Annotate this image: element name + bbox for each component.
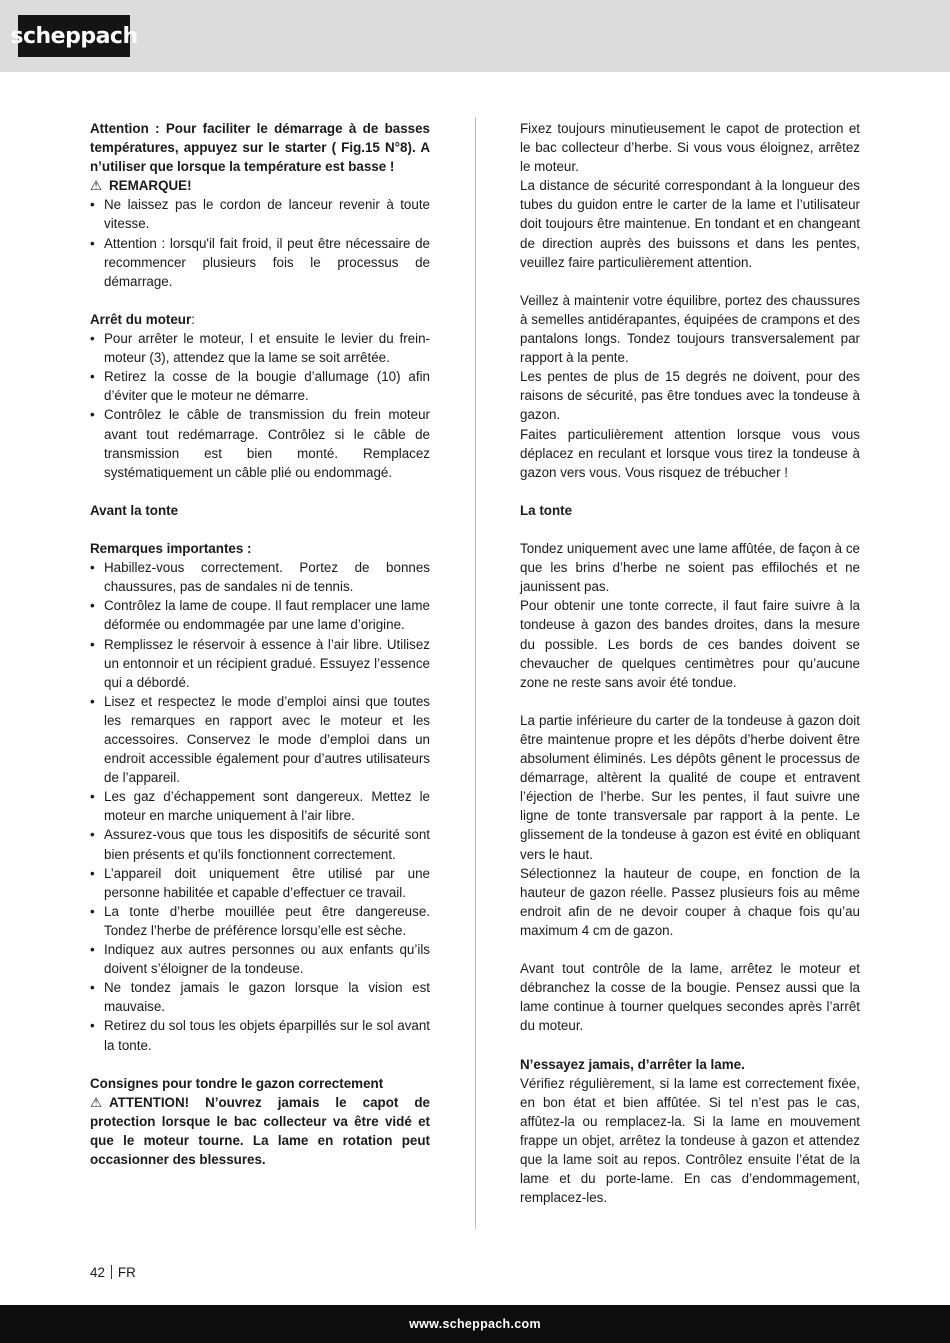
paragraph: Sélectionnez la hauteur de coupe, en fonction de la hauteur de gazon réelle. Passez plusieurs fois au même endroit afin de ne devoir couper à chaque fois qu’au maximum 4 cm de gazon. [520,865,860,938]
tonte-heading: La tonte [520,502,573,518]
paragraph: Fixez toujours minutieusement le capot de protection et le bac collecteur d’herbe. Si vous vous éloignez, arrêtez le moteur. [520,121,860,175]
list-item: • Habillez-vous correctement. Portez de bonnes chaussures, pas de sandales ni de tennis. [90,558,430,596]
header-band [0,0,950,72]
arret-heading: Arrêt du moteur: [90,311,195,327]
list-item: • Indiquez aux autres personnes ou aux enfants qu’ils doivent s’éloigner de la tondeuse. [90,940,430,978]
list-item: • Ne tondez jamais le gazon lorsque la vision est mauvaise. [90,978,430,1016]
consignes-heading: Consignes pour tondre le gazon correctement [90,1075,384,1091]
avant-heading: Avant la tonte [90,502,179,518]
list-item: • Ne laissez pas le cordon de lanceur revenir à toute vitesse. [90,195,430,233]
paragraph: Vérifiez régulièrement, si la lame est correctement fixée, en bon état et bien affûtée. Si tel n’est pas le cas, affûtez-la ou remplacez-la. Si la lame en mouvement frappe un objet, arrêtez la tondeuse à gazon et attendez que la lame soit au repos. Contrôlez ensuite l’état de la lame et du porte-lame. En cas d’endommagement, remplacez-les. [520,1075,860,1206]
warning-icon: ⚠ [90,1094,103,1110]
paragraph: Faites particulièrement attention lorsque vous vous déplacez en reculant et lorsque vous tirez la tondeuse à gazon vers vous. Vous risquez de trébucher ! [520,426,860,480]
list-item: • Retirez la cosse de la bougie d’allumage (10) afin d’éviter que le moteur ne démarre. [90,367,430,405]
starter-note: Attention : Pour faciliter le démarrage à de basses températures, appuyez sur le starter ( Fig.15 N°8). A n’utiliser que lorsque la température est basse ! [90,121,430,175]
paragraph: La distance de sécurité correspondant à la longueur des tubes du guidon entre le carter de la lame et l’utilisateur doit toujours être maintenue. En tondant et en changeant de direction auprès des buissons et dans les pentes, veuillez faire particulièrement attention. [520,178,860,270]
paragraph: Tondez uniquement avec une lame affûtée, de façon à ce que les brins d’herbe ne soient pas effilochés et ne jaunissent pas. [520,541,860,595]
list-item: • Lisez et respectez le mode d’emploi ainsi que toutes les remarques en rapport avec le moteur et les accessoires. Conservez le mode d’emploi dans un endroit accessible également pour d’autres utilisateurs de l’appareil. [90,692,430,787]
remarques-list [90,558,430,1054]
warning-icon: ⚠ [90,178,103,194]
jamais-heading: N’essayez jamais, d’arrêter la lame. [520,1056,745,1072]
remarque-list [90,195,430,290]
list-item: • Retirez du sol tous les objets éparpillés sur le sol avant la tonte. [90,1016,430,1054]
paragraph: La partie inférieure du carter de la tondeuse à gazon doit être maintenue propre et les dépôts d’herbe doivent être absolument éliminés. Les dépôts gênent le processus de démarrage, altèrent la qualité de coupe et entravent l’éjection de l’herbe. Sur les pentes, il faut suivre une ligne de tonte transversale par rapport à la pente. Le glissement de la tondeuse à gazon est évité en obliquant vers le haut. [520,712,860,862]
footer-band [0,1305,950,1343]
right-column [520,119,860,1207]
remarque-heading: ⚠ REMARQUE! [90,176,430,195]
list-item: • Remplissez le réservoir à essence à l’air libre. Utilisez un entonnoir et un récipient gradué. Essuyez l’essence qui a débordé. [90,635,430,692]
list-item: • Les gaz d’échappement sont dangereux. Mettez le moteur en marche uniquement à l’air libre. [90,787,430,825]
list-item: • La tonte d’herbe mouillée peut être dangereuse. Tondez l’herbe de préférence lorsqu’elle est sèche. [90,902,430,940]
attention-warning: ⚠ ATTENTION! N’ouvrez jamais le capot de protection lorsque le bac collecteur va être vidé et que le moteur tourne. La lame en rotation peut occasionner des blessures. [90,1094,430,1168]
column-divider [475,117,476,1229]
left-column [90,119,430,1169]
arret-list [90,329,430,482]
list-item: • Pour arrêter le moteur, l et ensuite le levier du frein-moteur (3), attendez que la lame se soit arrêtée. [90,329,430,367]
list-item: • Assurez-vous que tous les dispositifs de sécurité sont bien présents et qu’ils fonctionnent correctement. [90,825,430,863]
list-item: • Contrôlez la lame de coupe. Il faut remplacer une lame déformée ou endommagée par une lame d’origine. [90,596,430,634]
list-item: • Attention : lorsqu'il fait froid, il peut être nécessaire de recommencer plusieurs fois le processus de démarrage. [90,234,430,291]
website-link[interactable]: www.scheppach.com [409,1317,541,1331]
paragraph: Pour obtenir une tonte correcte, il faut faire suivre à la tondeuse à gazon des bandes droites, dans la mesure du possible. Les bords de ces bandes doivent se chevaucher de quelques centimètres pour qu’aucune zone ne reste sans avoir été tondue. [520,598,860,690]
remarques-heading: Remarques importantes : [90,541,252,557]
list-item: • L’appareil doit uniquement être utilisé par une personne habilitée et capable d’effectuer ce travail. [90,864,430,902]
paragraph: Les pentes de plus de 15 degrés ne doivent, pour des raisons de sécurité, pas être tondues avec la tondeuse à gazon. [520,369,860,423]
paragraph: Veillez à maintenir votre équilibre, portez des chaussures à semelles antidérapantes, équipées de crampons et des pantalons longs. Tondez toujours transversalement par rapport à la pente. [520,292,860,366]
list-item: • Contrôlez le câble de transmission du frein moteur avant tout redémarrage. Contrôlez si le câble de transmission est bien monté. Remplacez systématiquement un câble plié ou endommagé. [90,405,430,481]
brand-logo: scheppach [18,15,130,57]
paragraph: Avant tout contrôle de la lame, arrêtez le moteur et débranchez la cosse de la bougie. Pensez aussi que la lame continue à tourner quelques secondes après l’arrêt du moteur. [520,961,860,1034]
page-number: 42 FR [90,1265,136,1280]
